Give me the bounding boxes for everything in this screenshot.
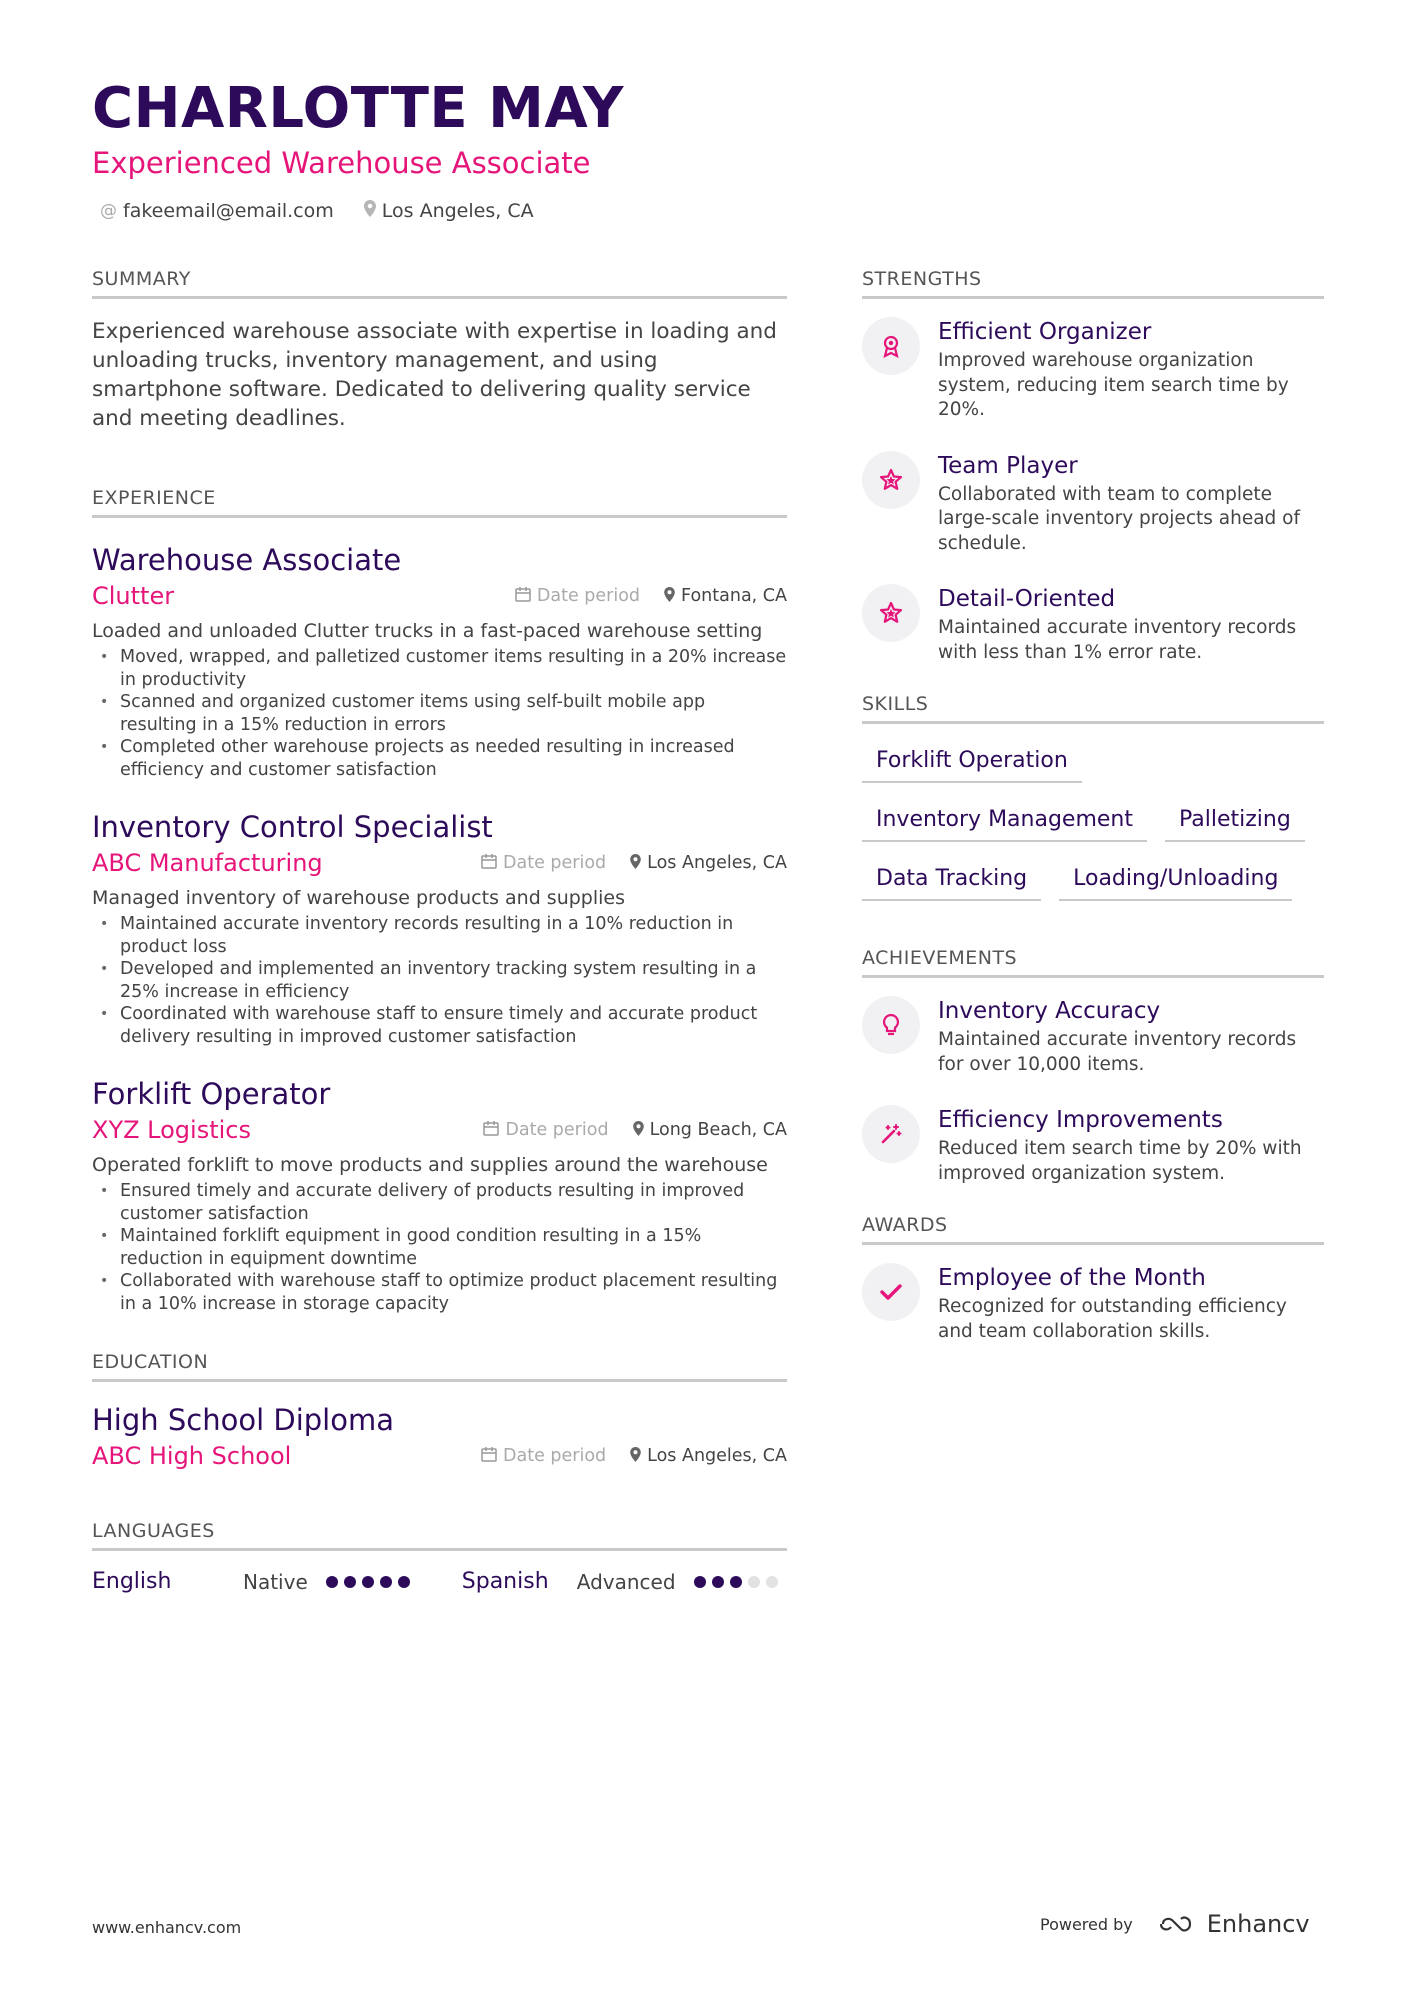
job-bullet: • Maintained accurate inventory records resulting in a 10% reduction in product loss: [92, 913, 787, 958]
star-icon: [862, 584, 920, 642]
strengths-item-description: Maintained accurate inventory records with less than 1% error rate.: [938, 617, 1297, 663]
calendar-icon: [515, 586, 531, 606]
achievements-list: [862, 996, 1324, 1186]
job-bullet: • Scanned and organized customer items using self-built mobile app resulting in a 15% reduction in errors: [92, 691, 787, 736]
calendar-icon: [483, 1120, 499, 1140]
language-level: Advanced: [576, 1569, 676, 1594]
job-location-text: Los Angeles, CA: [647, 853, 787, 873]
location-pin-icon: [664, 587, 675, 606]
at-icon: @: [100, 201, 117, 221]
job-bullet: • Collaborated with warehouse staff to optimize product placement resulting in a 10% increase in storage capacity: [92, 1270, 787, 1315]
experience-list: [92, 540, 787, 1315]
education-school: ABC High School: [92, 1442, 292, 1470]
summary-heading: SUMMARY: [92, 268, 787, 299]
achievements-item: [862, 1105, 1324, 1186]
job-meta: [515, 586, 787, 606]
language-proficiency-dots: [694, 1576, 778, 1588]
language-name: English: [92, 1569, 172, 1594]
magic-wand-icon: [862, 1105, 920, 1163]
job-entry: [92, 807, 787, 1048]
achievements-item-description: Maintained accurate inventory records for over 10,000 items.: [938, 1029, 1297, 1075]
languages-list: [92, 1569, 787, 1594]
strengths-item-body: [938, 317, 1324, 423]
lightbulb-icon: [862, 996, 920, 1054]
summary-text: Experienced warehouse associate with expertise in loading and unloading trucks, inventory management, and using smartphone software. Dedicated to delivering quality service and meeting deadlines.: [92, 319, 777, 431]
achievements-item-title: Inventory Accuracy: [938, 998, 1161, 1024]
job-date-text: Date period: [503, 853, 607, 873]
skill-tag: Inventory Management: [862, 801, 1147, 842]
left-column: [92, 268, 787, 1594]
job-date-text: Date period: [505, 1120, 609, 1140]
proficiency-dot-filled: [694, 1576, 706, 1588]
education-date: [481, 1446, 606, 1466]
job-title: Warehouse Associate: [92, 543, 402, 577]
check-icon: [862, 1263, 920, 1321]
strengths-item: [862, 451, 1324, 557]
achievements-item-body: [938, 1105, 1324, 1186]
skills-heading: SKILLS: [862, 693, 1324, 724]
job-location-text: Long Beach, CA: [649, 1120, 787, 1140]
strengths-item: [862, 584, 1324, 665]
education-heading: EDUCATION: [92, 1351, 787, 1382]
proficiency-dot-filled: [344, 1576, 356, 1588]
education-row: [92, 1442, 787, 1470]
language-level: Native: [243, 1569, 308, 1594]
job-description: Operated forklift to move products and supplies around the warehouse: [92, 1154, 768, 1176]
awards-item: [862, 1263, 1324, 1344]
job-date: [481, 853, 606, 873]
languages-heading: LANGUAGES: [92, 1520, 787, 1551]
job-bullet: • Developed and implemented an inventory tracking system resulting in a 25% increase in efficiency: [92, 958, 787, 1003]
location-text: Los Angeles, CA: [381, 200, 534, 222]
footer-website[interactable]: www.enhancv.com: [92, 1918, 242, 1937]
job-bullets: [92, 1180, 787, 1315]
proficiency-dot-empty: [748, 1576, 760, 1588]
strengths-item: [862, 317, 1324, 423]
award-ribbon-icon: [862, 317, 920, 375]
job-company-row: [92, 849, 787, 877]
job-company-row: [92, 1116, 787, 1144]
proficiency-dot-filled: [380, 1576, 392, 1588]
job-meta: [481, 853, 787, 873]
strengths-list: [862, 317, 1324, 665]
job-bullet: • Ensured timely and accurate delivery of products resulting in improved customer satisfaction: [92, 1180, 787, 1225]
location-pin-icon: [633, 1121, 644, 1140]
language-name: Spanish: [461, 1569, 549, 1594]
location-contact: [364, 200, 534, 222]
job-company: XYZ Logistics: [92, 1116, 251, 1144]
job-location: [664, 586, 787, 606]
job-title: Inventory Control Specialist: [92, 810, 493, 844]
job-company: ABC Manufacturing: [92, 849, 323, 877]
achievements-heading: ACHIEVEMENTS: [862, 947, 1324, 978]
proficiency-dot-filled: [326, 1576, 338, 1588]
proficiency-dot-empty: [766, 1576, 778, 1588]
location-pin-icon: [630, 1447, 641, 1466]
star-icon: [862, 451, 920, 509]
right-column: [862, 268, 1324, 1372]
calendar-icon: [481, 1446, 497, 1466]
job-location-text: Fontana, CA: [681, 586, 787, 606]
email-contact[interactable]: [100, 200, 334, 222]
contact-row: [100, 200, 534, 222]
proficiency-dot-filled: [362, 1576, 374, 1588]
strengths-item-title: Efficient Organizer: [938, 319, 1152, 345]
awards-list: [862, 1263, 1324, 1344]
education-meta: [481, 1446, 787, 1466]
education-location: [630, 1446, 787, 1466]
strengths-item-description: Improved warehouse organization system, reducing item search time by 20%.: [938, 350, 1289, 420]
job-title: Forklift Operator: [92, 1077, 331, 1111]
job-company-row: [92, 582, 787, 610]
job-description: Loaded and unloaded Clutter trucks in a fast-paced warehouse setting: [92, 620, 763, 642]
strengths-item-title: Detail-Oriented: [938, 586, 1116, 612]
job-bullets: [92, 913, 787, 1048]
email-text: fakeemail@email.com: [123, 200, 334, 222]
strengths-item-body: [938, 451, 1324, 557]
strengths-heading: STRENGTHS: [862, 268, 1324, 299]
skills-list: [862, 742, 1324, 901]
awards-heading: AWARDS: [862, 1214, 1324, 1245]
job-bullet: • Completed other warehouse projects as needed resulting in increased efficiency and customer satisfaction: [92, 736, 787, 781]
job-date: [515, 586, 640, 606]
proficiency-dot-filled: [398, 1576, 410, 1588]
awards-item-description: Recognized for outstanding efficiency and team collaboration skills.: [938, 1296, 1287, 1342]
candidate-headline: Experienced Warehouse Associate: [92, 146, 591, 180]
calendar-icon: [481, 853, 497, 873]
job-meta: [483, 1120, 787, 1140]
enhancv-brand-text: Enhancv: [1206, 1910, 1310, 1938]
skill-tag: Loading/Unloading: [1059, 860, 1292, 901]
strengths-item-title: Team Player: [938, 452, 1078, 479]
experience-heading: EXPERIENCE: [92, 487, 787, 518]
proficiency-dot-filled: [712, 1576, 724, 1588]
footer-brand-area: [1040, 1910, 1310, 1938]
job-bullets: [92, 646, 787, 781]
skill-tag: Palletizing: [1165, 801, 1305, 842]
job-date-text: Date period: [536, 586, 641, 606]
proficiency-dot-filled: [730, 1576, 742, 1588]
job-entry: [92, 1074, 787, 1315]
language-item: [462, 1569, 778, 1594]
education-location-text: Los Angeles, CA: [647, 1446, 787, 1466]
location-pin-icon: [630, 854, 641, 873]
job-bullet: • Maintained forklift equipment in good condition resulting in a 15% reduction in equipment downtime: [92, 1225, 787, 1270]
job-entry: [92, 540, 787, 781]
awards-item-body: [938, 1263, 1324, 1344]
job-bullet: • Coordinated with warehouse staff to ensure timely and accurate product delivery resulting in improved customer satisfaction: [92, 1003, 787, 1048]
achievements-item-title: Efficiency Improvements: [938, 1107, 1223, 1133]
enhancv-logo-icon: [1153, 1913, 1197, 1935]
achievements-item-description: Reduced item search time by 20% with improved organization system.: [938, 1138, 1302, 1184]
enhancv-logo[interactable]: [1153, 1910, 1310, 1938]
job-location: [630, 853, 787, 873]
powered-by-label: Powered by: [1040, 1914, 1133, 1934]
job-date: [483, 1120, 608, 1140]
language-item: [92, 1569, 410, 1594]
strengths-item-description: Collaborated with team to complete large-scale inventory projects ahead of schedule.: [938, 483, 1300, 554]
job-bullet: • Moved, wrapped, and palletized customer items resulting in a 20% increase in productivity: [92, 646, 787, 691]
achievements-item-body: [938, 996, 1324, 1077]
education-date-text: Date period: [503, 1446, 607, 1466]
education-degree: High School Diploma: [92, 1403, 394, 1437]
job-company: Clutter: [92, 582, 175, 610]
strengths-item-body: [938, 584, 1324, 665]
job-description: Managed inventory of warehouse products and supplies: [92, 887, 626, 909]
candidate-name: CHARLOTTE MAY: [92, 76, 624, 141]
skill-tag: Forklift Operation: [862, 742, 1082, 783]
job-location: [633, 1120, 787, 1140]
location-pin-icon: [364, 200, 376, 222]
achievements-item: [862, 996, 1324, 1077]
awards-item-title: Employee of the Month: [938, 1265, 1206, 1291]
language-proficiency-dots: [326, 1576, 410, 1588]
skill-tag: Data Tracking: [862, 860, 1041, 901]
